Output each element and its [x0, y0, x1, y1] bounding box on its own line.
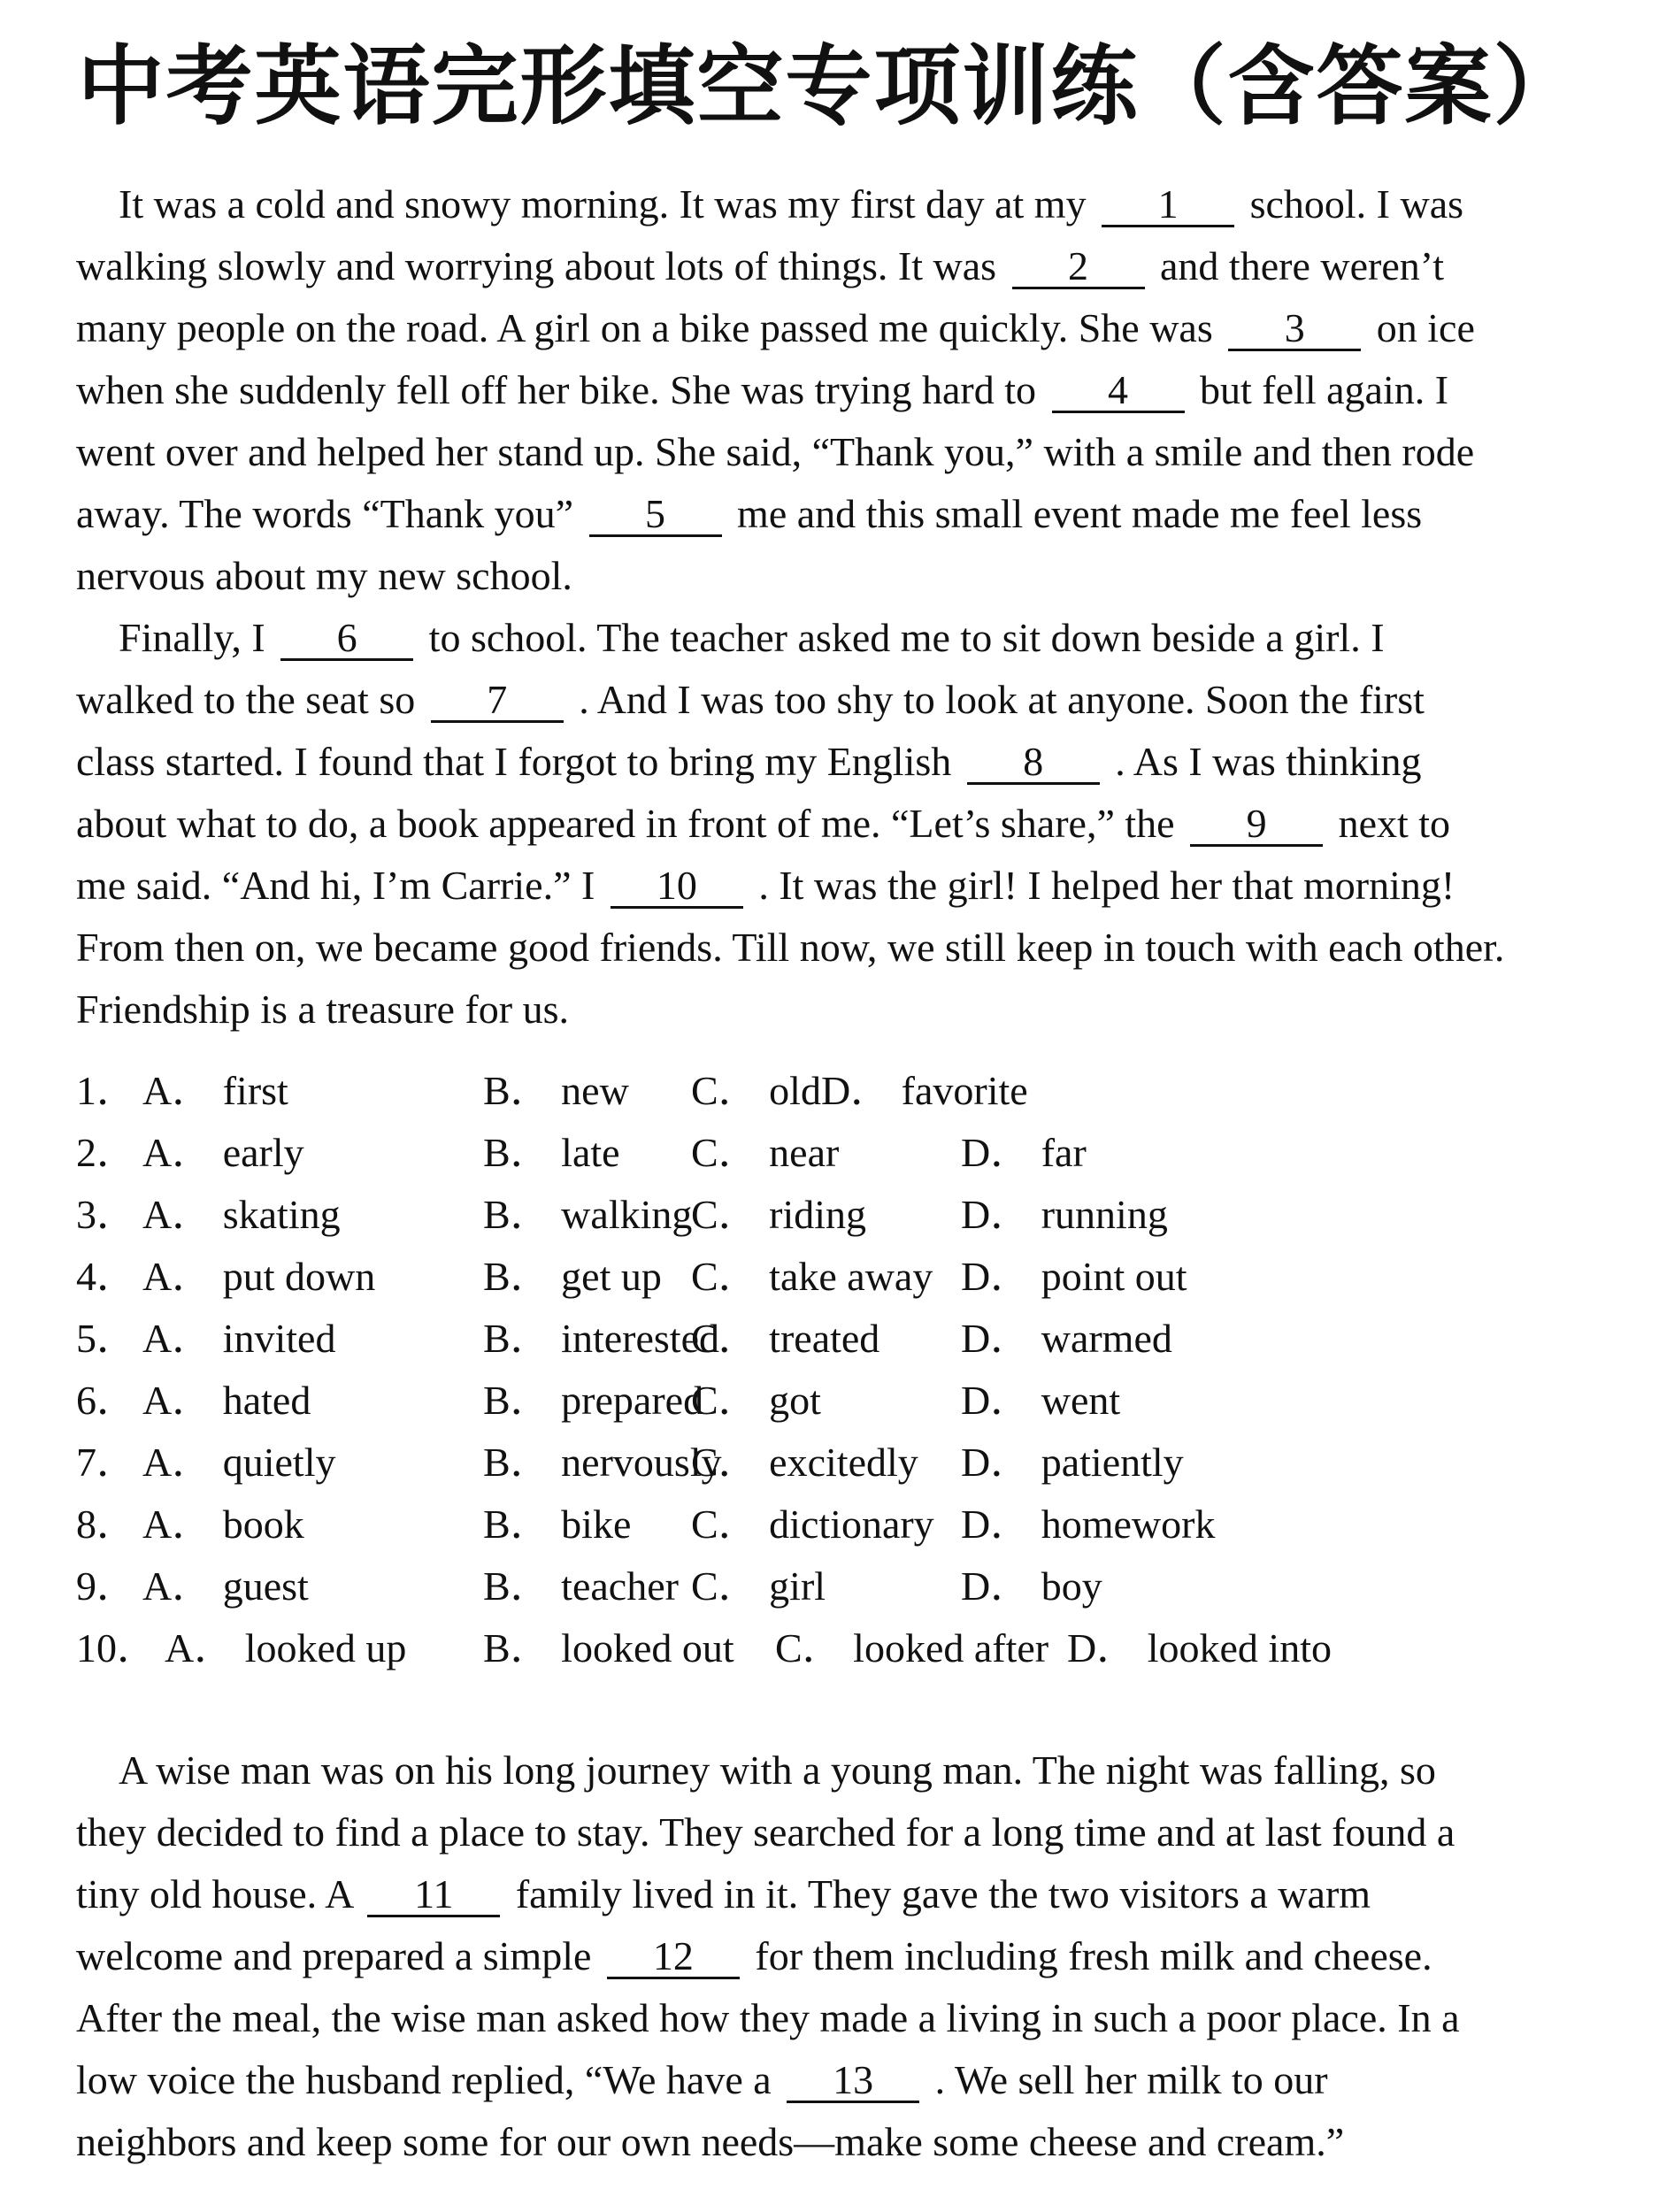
answer-blank: 2 — [1012, 246, 1145, 289]
question-number: 5． — [76, 1316, 137, 1361]
passage-text: . It was the girl! I helped her that morning! — [758, 863, 1455, 908]
passage-line — [76, 607, 1616, 669]
answer-blank: 6 — [280, 618, 413, 661]
passage-text: when she suddenly fell off her bike. She was trying hard to — [76, 367, 1037, 412]
passage-line — [76, 483, 1616, 545]
option-b: B． late — [483, 1130, 620, 1175]
question-row — [76, 1432, 1616, 1494]
option-a: A． put down — [142, 1254, 376, 1299]
passage-line — [76, 421, 1616, 483]
passage-text: on ice — [1376, 305, 1475, 350]
passage-line — [76, 1740, 1616, 1801]
question-row — [76, 1246, 1616, 1308]
option-a: A． early — [142, 1130, 304, 1175]
option-a: A． looked up — [165, 1625, 407, 1671]
question-row — [76, 1617, 1616, 1679]
option-d: D． went — [961, 1378, 1121, 1423]
answer-blank: 8 — [967, 741, 1100, 785]
passage-line — [76, 1925, 1616, 1987]
passage-line — [76, 2049, 1616, 2111]
answer-blank: 9 — [1190, 803, 1323, 847]
question-row — [76, 1060, 1616, 1122]
question-row — [76, 1184, 1616, 1246]
passage-text: walked to the seat so — [76, 677, 416, 722]
passage-line — [76, 359, 1616, 421]
option-c: C． treated — [691, 1316, 880, 1361]
passage-text: walking slowly and worrying about lots of things. It was — [76, 243, 997, 288]
option-d: D． far — [961, 1130, 1087, 1175]
option-c: C． take away — [691, 1254, 933, 1299]
passage-text: It was a cold and snowy morning. It was my first day at my — [119, 181, 1087, 227]
question-row — [76, 1308, 1616, 1370]
question-row — [76, 1555, 1616, 1617]
question-number: 9． — [76, 1563, 137, 1609]
question-number: 2． — [76, 1130, 137, 1175]
passage-line — [76, 235, 1616, 297]
passage-text: From then on, we became good friends. Till now, we still keep in touch with each other. — [76, 925, 1505, 970]
answer-blank: 13 — [787, 2060, 919, 2103]
answer-blank: 5 — [589, 494, 722, 537]
passage-text: neighbors and keep some for our own needs—make some cheese and cream.” — [76, 2119, 1345, 2164]
passage-1 — [76, 173, 1616, 1041]
passage-text: to school. The teacher asked me to sit down beside a girl. I — [428, 615, 1385, 660]
passage-text: went over and helped her stand up. She said, “Thank you,” with a smile and then rode — [76, 429, 1475, 474]
option-a: A． first — [142, 1068, 288, 1113]
question-row — [76, 1370, 1616, 1432]
question-number: 7． — [76, 1440, 137, 1485]
question-number: 8． — [76, 1502, 137, 1547]
option-b: B． new — [483, 1068, 629, 1113]
passage-2 — [76, 1740, 1616, 2173]
option-a: A． book — [142, 1502, 304, 1547]
passage-line — [76, 855, 1616, 917]
passage-line — [76, 793, 1616, 855]
option-a: A． hated — [142, 1378, 311, 1423]
passage-text: next to — [1338, 801, 1451, 846]
passage-line — [76, 731, 1616, 793]
answer-blank: 10 — [611, 865, 743, 909]
passage-text: Friendship is a treasure for us. — [76, 987, 569, 1032]
option-d: D． patiently — [961, 1440, 1184, 1485]
option-c: C． dictionary — [691, 1502, 934, 1547]
passage-text: many people on the road. A girl on a bike passed me quickly. She was — [76, 305, 1213, 350]
passage-text: nervous about my new school. — [76, 553, 572, 598]
option-d: D． running — [961, 1192, 1168, 1237]
passage-text: family lived in it. They gave the two visitors a warm — [515, 1871, 1371, 1916]
option-b: B． prepared — [483, 1378, 704, 1423]
page-title: 中考英语完形填空专项训练（含答案） — [77, 36, 1582, 137]
option-d: D． point out — [961, 1254, 1187, 1299]
option-a: A． guest — [142, 1563, 309, 1609]
passage-text: After the meal, the wise man asked how they made a living in such a poor place. In a — [76, 1995, 1460, 2040]
passage-line — [76, 545, 1616, 607]
passage-text: but fell again. I — [1200, 367, 1449, 412]
option-c: C． looked after — [775, 1625, 1049, 1671]
option-c: C． girl — [691, 1563, 826, 1609]
passage-text: away. The words “Thank you” — [76, 491, 574, 536]
passage-text: low voice the husband replied, “We have a — [76, 2057, 772, 2102]
passage-text: A wise man was on his long journey with a young man. The night was falling, so — [119, 1747, 1436, 1793]
option-a: A． quietly — [142, 1440, 336, 1485]
passage-text: for them including fresh milk and cheese. — [755, 1933, 1432, 1978]
option-d: D． warmed — [961, 1316, 1172, 1361]
question-row — [76, 1494, 1616, 1555]
passage-line — [76, 1863, 1616, 1925]
passage-line — [76, 2111, 1616, 2173]
question-number: 4． — [76, 1254, 137, 1299]
option-c: C． oldD． favorite — [691, 1068, 1028, 1113]
question-number: 1． — [76, 1068, 137, 1113]
passage-text: school. I was — [1249, 181, 1464, 227]
option-a: A． invited — [142, 1316, 336, 1361]
passage-line — [76, 1801, 1616, 1863]
answer-blank: 4 — [1052, 370, 1185, 413]
passage-line — [76, 917, 1616, 979]
option-b: B． walking — [483, 1192, 693, 1237]
answer-blank: 12 — [607, 1936, 740, 1979]
answer-blank: 1 — [1102, 184, 1234, 227]
passage-text: me said. “And hi, I’m Carrie.” I — [76, 863, 595, 908]
option-b: B． get up — [483, 1254, 662, 1299]
passage-line — [76, 1987, 1616, 2049]
question-options — [76, 1060, 1616, 1679]
question-number: 3． — [76, 1192, 137, 1237]
option-a: A． skating — [142, 1192, 341, 1237]
passage-text: tiny old house. A — [76, 1871, 352, 1916]
passage-text: and there weren’t — [1160, 243, 1445, 288]
option-c: C． near — [691, 1130, 840, 1175]
option-d: D． looked into — [1067, 1625, 1332, 1671]
answer-blank: 11 — [367, 1874, 500, 1917]
option-d: D． homework — [961, 1502, 1216, 1547]
passage-line — [76, 297, 1616, 359]
passage-text: me and this small event made me feel less — [737, 491, 1423, 536]
option-d: D． boy — [961, 1563, 1102, 1609]
option-b: B． interested — [483, 1316, 719, 1361]
question-row — [76, 1122, 1616, 1184]
passage-text: class started. I found that I forgot to bring my English — [76, 739, 952, 784]
passage-line — [76, 979, 1616, 1041]
passage-line — [76, 669, 1616, 731]
option-b: B． bike — [483, 1502, 632, 1547]
passage-text: Finally, I — [119, 615, 265, 660]
option-c: C． excitedly — [691, 1440, 918, 1485]
option-b: B． looked out — [483, 1625, 734, 1671]
passage-text: about what to do, a book appeared in front of me. “Let’s share,” the — [76, 801, 1175, 846]
answer-blank: 7 — [431, 680, 564, 723]
option-c: C． riding — [691, 1192, 867, 1237]
option-b: B． nervously — [483, 1440, 722, 1485]
option-c: C． got — [691, 1378, 821, 1423]
question-number: 6． — [76, 1378, 137, 1423]
answer-blank: 3 — [1228, 308, 1361, 351]
passage-text: they decided to find a place to stay. They searched for a long time and at last found a — [76, 1809, 1455, 1855]
passage-text: . And I was too shy to look at anyone. Soon the first — [579, 677, 1425, 722]
question-number: 10． — [76, 1625, 157, 1671]
passage-text: welcome and prepared a simple — [76, 1933, 592, 1978]
passage-line — [76, 173, 1616, 235]
passage-text: . As I was thinking — [1115, 739, 1422, 784]
option-b: B． teacher — [483, 1563, 679, 1609]
passage-text: . We sell her milk to our — [934, 2057, 1328, 2102]
